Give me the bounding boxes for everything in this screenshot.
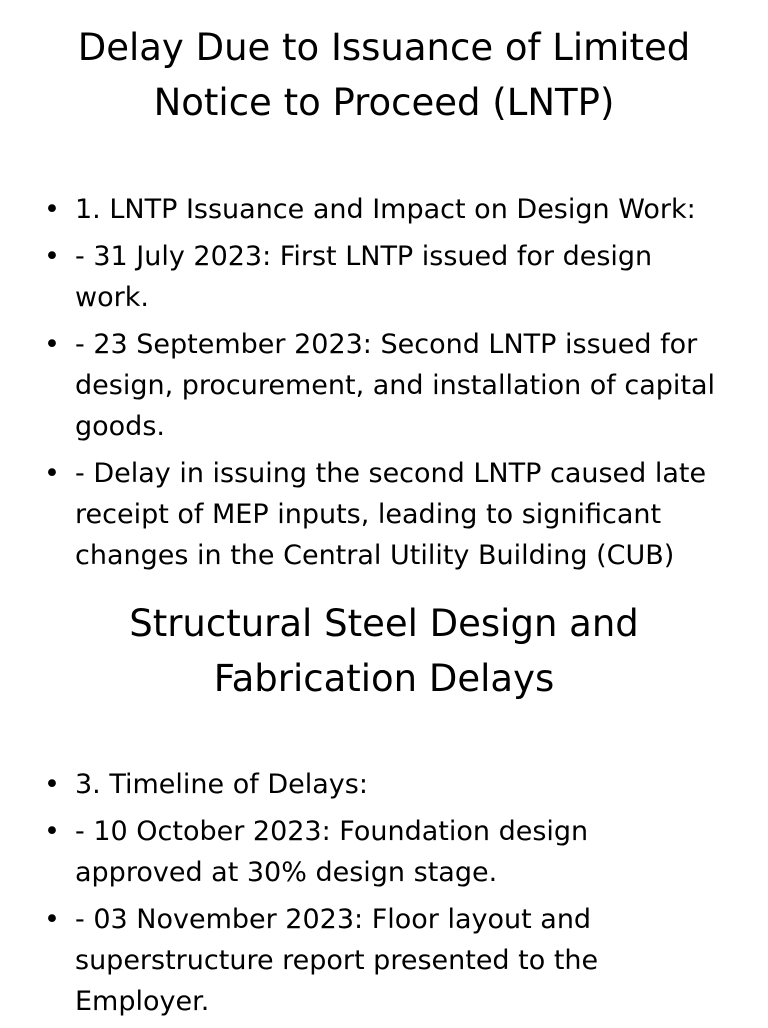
bullet-list	[44, 764, 724, 1028]
bullet-text: - 23 September 2023: Second LNTP issued for design, procurement, and installation of capital goods.	[75, 329, 716, 442]
bullet-dot-icon: •	[44, 329, 60, 360]
bullet-dot-icon: •	[44, 816, 60, 847]
bullet-item	[44, 236, 724, 318]
bullet-text: 1. LNTP Issuance and Impact on Design Work:	[75, 194, 696, 225]
bullet-item	[44, 899, 724, 1022]
bullet-text: - 03 November 2023: Floor layout and superstructure report presented to the Employer.	[75, 904, 599, 1017]
bullet-text: 3. Timeline of Delays:	[75, 769, 368, 800]
bullet-item	[44, 811, 724, 893]
bullet-dot-icon: •	[44, 769, 60, 800]
bullet-item	[44, 453, 724, 576]
bullet-text: - Delay in issuing the second LNTP caused late receipt of MEP inputs, leading to significant changes in the Central Utility Building (CUB)	[75, 458, 707, 571]
bullet-list	[44, 189, 724, 582]
bullet-item	[44, 189, 724, 230]
bullet-dot-icon: •	[44, 458, 60, 489]
slide-title	[40, 596, 728, 706]
bullet-item	[44, 324, 724, 447]
title-line: Delay Due to Issuance of Limited	[77, 26, 691, 69]
bullet-dot-icon: •	[44, 194, 60, 225]
bullet-text: - 10 October 2023: Foundation design approved at 30% design stage.	[75, 816, 589, 888]
slide-title	[40, 20, 728, 130]
bullet-dot-icon: •	[44, 904, 60, 935]
title-line: Structural Steel Design and	[129, 602, 639, 645]
title-line: Notice to Proceed (LNTP)	[153, 81, 615, 124]
bullet-item	[44, 764, 724, 805]
title-line: Fabrication Delays	[213, 657, 555, 700]
bullet-text: - 31 July 2023: First LNTP issued for design work.	[75, 241, 653, 313]
bullet-dot-icon: •	[44, 241, 60, 272]
